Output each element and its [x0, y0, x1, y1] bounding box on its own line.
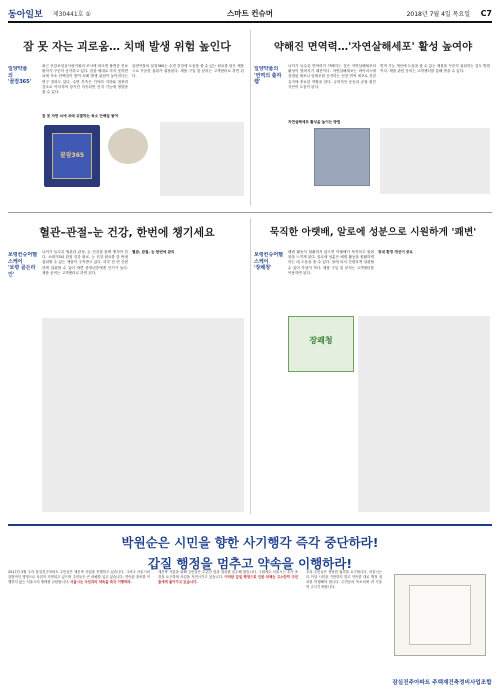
newspaper-logo: 동아일보 — [8, 9, 43, 20]
article-lower-block — [380, 128, 490, 194]
caption-product: '꿀잠365' — [8, 79, 32, 85]
section-title: 스마트 컨슈머 — [226, 8, 274, 18]
issue-number: 제30441호 ① — [52, 10, 91, 18]
caption-product: '보령 골든라인' — [8, 265, 36, 278]
article-title: 혈관–관절–눈 건강, 한번에 챙기세요 — [39, 226, 215, 239]
article-title: 잠 못 자는 괴로움… 치매 발생 위험 높인다 — [23, 40, 231, 53]
product-label: 장쾌청 — [309, 336, 333, 345]
article-caption — [254, 252, 284, 280]
ad-highlight: 서울시는 주민과의 약속을 즉각 이행하라. — [70, 580, 132, 584]
article-body: 배변 활동이 원활하지 않으면 아랫배가 묵직하고 불편함을 느끼게 된다. 알로에 성분은 배변 활동을 원활하게 하는 데 도움을 줄 수 있다. 물에 타서 간편하게 섭취할 수 있어 부담이 적다. 제품 구입 및 문의는 고객센터를 이용하면 된다. — [288, 250, 374, 275]
product-package — [52, 133, 92, 179]
article-side-body: 일양약품의 꿀잠365는 수면 건강에 도움을 줄 수 있는 원료를 담은 제품으로 꾸준한 섭취가 권장된다. 제품 구입 및 문의는 고객센터로 하면 된다. — [132, 64, 244, 79]
ad-image-box — [394, 574, 486, 656]
article-lower-block — [160, 122, 244, 196]
caption-brand: 보령컨슈머헬스케어 — [8, 252, 37, 265]
caption-product: '면역의 출하랩' — [254, 72, 282, 85]
article-blood-vessel — [8, 216, 246, 516]
ad-signature: 잠실진주아파트 주택재건축정비사업조합 — [392, 680, 492, 686]
page-number: C7 — [480, 8, 492, 18]
ad-column-2 — [158, 570, 298, 688]
article-subhead: 자연살해세포 활성을 높이는 방법 — [288, 120, 341, 124]
article-immunity — [254, 28, 492, 208]
article-caption — [8, 66, 32, 88]
product-label: 꿀잠365 — [59, 152, 85, 159]
ad-column-3 — [306, 570, 382, 688]
issue-date: 2018년 7월 4일 목요일 — [406, 10, 470, 18]
ad-column-text: 2017년 3월 우리 잠실진주아파트 주민들은 재건축 사업을 진행하고 있습니다. 그러나 서울시의 일방적인 행정으로 사업이 지연되고 있으며 주민들은 큰 피해를 입고 있습니다. 약속된 절차를 이행하지 않는 서울시의 행태를 규탄합니다. — [8, 570, 150, 584]
ad-body — [8, 570, 492, 688]
article-subhead: 잠 못 자면 뇌에 치매 유발하는 독소 단백질 쌓여 — [42, 114, 118, 118]
article-title: 약해진 면역력…'자연살해세포' 활성 높여야 — [273, 41, 473, 53]
header-rule — [8, 21, 492, 23]
caption-brand: 일양약품의 — [254, 66, 279, 72]
article-sleep — [8, 28, 246, 208]
article-subhead: 장내 환경 개선이 중요 — [378, 250, 413, 254]
product-illustration — [108, 128, 148, 164]
ad-column-text: 재건축 사업을 위해 주민들은 수년간 법과 절차를 준수해 왔습니다. 그럼에도 서울시는 추가 조건을 요구하며 사업을 지연시키고 있습니다. — [158, 570, 298, 579]
ad-headline-2: 갑질 행정을 멈추고 약속을 이행하라! — [147, 556, 353, 571]
ad-image-inner — [409, 585, 471, 645]
article-lower-block — [358, 316, 490, 512]
article-subhead: 혈관, 관절, 눈 한번에 관리 — [132, 250, 175, 254]
ad-headline-1: 박원순은 시민을 향한 사기행각 즉각 중단하라! — [121, 535, 379, 550]
ad-column-text: 우리 주민들은 정당한 권리를 요구합니다. 서울시는 더 이상 시민을 기만하지 말고 약속한 대로 행정 절차를 이행해야 합니다. 주민들의 목소리에 귀 기울여 주시기 바랍니다. — [306, 570, 382, 589]
caption-product: '장쾌청' — [254, 265, 272, 271]
article-title: 묵직한 아랫배, 알로에 성분으로 시원하게 '쾌변' — [269, 227, 477, 238]
column-rule — [250, 30, 251, 206]
ad-column-1 — [8, 570, 150, 688]
product-box — [288, 316, 354, 372]
caption-brand: 일양약품의 — [8, 66, 28, 79]
article-side-body: 면역 기능 개선에 도움을 줄 수 있는 제품을 꾸준히 섭취하는 것도 방법이다. 제품 관련 문의는 고객센터를 통해 받을 수 있다. — [380, 64, 490, 74]
article-caption — [8, 252, 38, 280]
article-aloe — [254, 216, 492, 516]
article-lower-block — [42, 318, 244, 512]
article-photo — [314, 128, 370, 186]
article-body: 최근 건강보험심사평가원의 조사에 따르면 불면증 진료 환자가 꾸준히 증가하고 있다. 잠을 제대로 자지 못하면 뇌에 독소 단백질이 쌓여 치매 발생 위험이 높아진다는 연구 결과도 있다. 수면 부족은 기억력 저하와 집중력 감소로 이어지며 장기간 지속되면 인지 기능에 영향을 줄 수 있다. — [42, 64, 128, 95]
page-header — [8, 6, 492, 20]
product-box — [44, 125, 100, 187]
article-caption — [254, 66, 282, 88]
article-body: 나이가 들수록 면역력이 약해지는 것은 자연살해세포의 활성이 떨어지기 때문이다. 자연살해세포는 바이러스에 감염된 세포나 암세포를 공격하는 선천 면역 세포로 건강 유지에 중요한 역할을 한다. 규칙적인 운동과 균형 잡힌 식단이 도움이 된다. — [288, 64, 376, 89]
article-body: 나이가 들수록 혈관과 관절, 눈 건강을 함께 챙겨야 한다. 오메가3와 관절 건강 원료, 눈 건강 원료를 한 번에 섭취할 수 있는 제품이 주목받고 있다. 하루 한 번 간편하게 섭취할 수 있어 바쁜 중장년층에게 인기가 높다. 제품 문의는 고객센터로 하면 된다. — [42, 250, 128, 275]
column-rule — [250, 218, 251, 514]
ad-highlight: 이러한 갑질 행정으로 인한 피해는 고스란히 주민들에게 돌아가고 있습니다. — [158, 575, 298, 584]
caption-brand: 보령컨슈머헬스케어 — [254, 252, 283, 265]
advertisement — [8, 524, 492, 688]
section-divider — [8, 212, 492, 213]
